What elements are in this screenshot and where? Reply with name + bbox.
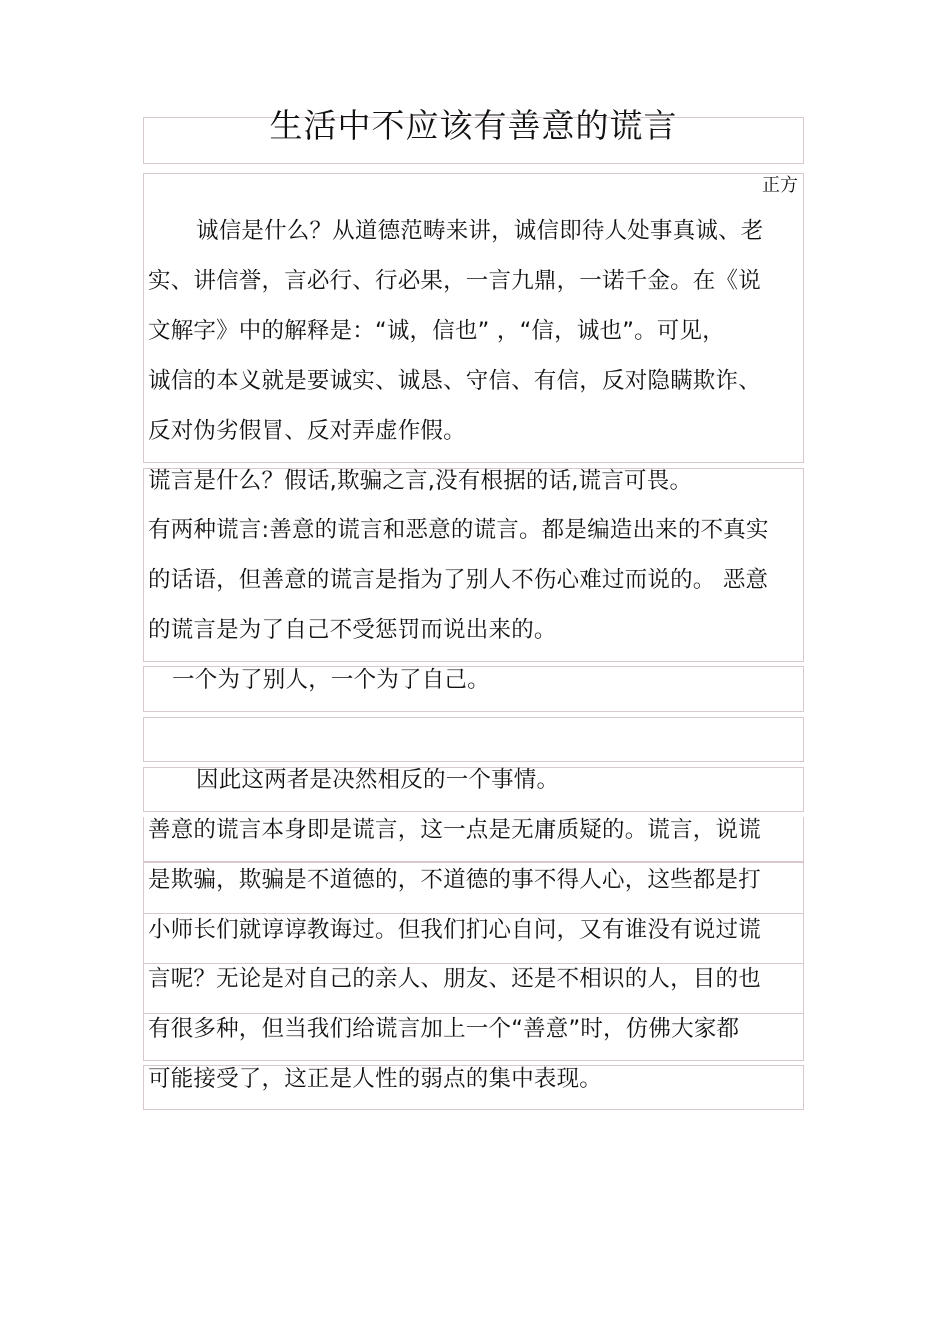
paragraph-line: 诚信的本义就是要诚实、诚恳、守信、有信，反对隐瞒欺诈、 <box>148 368 761 394</box>
author-label: 正方 <box>762 175 798 196</box>
paragraph-line: 的话语，但善意的谎言是指为了别人不伤心难过而说的。 恶意 <box>148 567 769 593</box>
paragraph-line: 反对伪劣假冒、反对弄虚作假。 <box>148 418 466 444</box>
paragraph-line: 小师长们就谆谆教诲过。但我们扪心自问，又有谁没有说过谎 <box>148 917 761 943</box>
paragraph-line: 诚信是什么？从道德范畴来讲，诚信即待人处事真诚、老 <box>196 218 764 244</box>
paragraph-line: 有很多种，但当我们给谎言加上一个“善意”时，仿佛大家都 <box>148 1016 740 1042</box>
paragraph-line: 可能接受了，这正是人性的弱点的集中表现。 <box>148 1066 603 1092</box>
paragraph-line: 一个为了别人，一个为了自己。 <box>172 667 490 693</box>
paragraph-line: 是欺骗，欺骗是不道德的，不道德的事不得人心，这些都是打 <box>148 867 761 893</box>
paragraph-line: 因此这两者是决然相反的一个事情。 <box>196 767 560 793</box>
paragraph-line: 文解字》中的解释是：“诚，信也” ，“信，诚也”。可见， <box>148 318 725 344</box>
paragraph-line: 的谎言是为了自己不受惩罚而说出来的。 <box>148 617 557 643</box>
document-title: 生活中不应该有善意的谎言 <box>269 106 678 145</box>
empty-cell-border <box>143 717 804 762</box>
paragraph-line: 有两种谎言:善意的谎言和恶意的谎言。都是编造出来的不真实 <box>148 517 769 543</box>
paragraph-line: 言呢？无论是对自己的亲人、朋友、还是不相识的人，目的也 <box>148 966 761 992</box>
paragraph-line: 善意的谎言本身即是谎言，这一点是无庸质疑的。谎言，说谎 <box>148 817 761 843</box>
paragraph-line: 实、讲信誉，言必行、行必果，一言九鼎，一诺千金。在《说 <box>148 268 761 294</box>
paragraph-line: 谎言是什么？假话,欺骗之言,没有根据的话,谎言可畏。 <box>148 468 693 494</box>
